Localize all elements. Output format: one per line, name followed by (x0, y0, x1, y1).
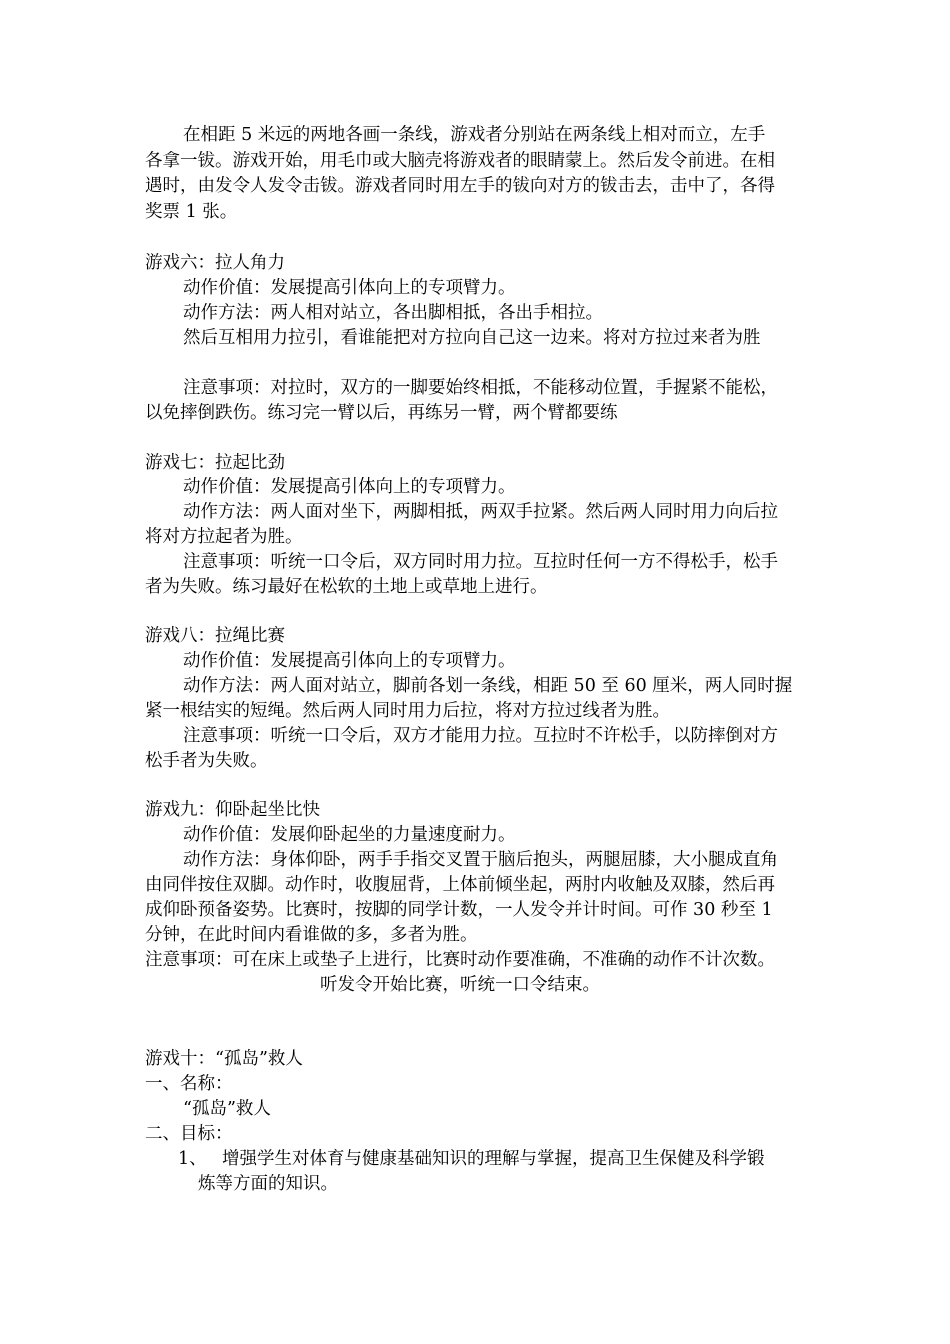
paragraph-line: 紧一根结实的短绳。然后两人同时用力后拉，将对方拉过线者为胜。 (145, 701, 670, 721)
paragraph-line: 动作价值：发展提高引体向上的专项臂力。 (183, 651, 516, 671)
paragraph-line: 然后互相用力拉引，看谁能把对方拉向自己这一边来。将对方拉过来者为胜 (183, 328, 761, 348)
paragraph-line: 动作价值：发展仰卧起坐的力量速度耐力。 (183, 825, 516, 845)
paragraph-line: 各拿一钹。游戏开始，用毛巾或大脑壳将游戏者的眼睛蒙上。然后发令前进。在相 (145, 151, 775, 171)
list-item-text: 炼等方面的知识。 (198, 1174, 338, 1194)
paragraph-line: 注意事项：对拉时，双方的一脚要始终相抵，不能移动位置，手握紧不能松， (183, 378, 778, 398)
paragraph-line: 将对方拉起者为胜。 (145, 527, 303, 547)
paragraph-line: 动作方法：身体仰卧，两手手指交叉置于脑后抱头，两腿屈膝，大小腿成直角 (183, 850, 778, 870)
paragraph-line: 注意事项：可在床上或垫子上进行，比赛时动作要准确，不准确的动作不计次数。 (145, 950, 775, 970)
paragraph-line: 遇时，由发令人发令击钹。游戏者同时用左手的钹向对方的钹击去，击中了，各得 (145, 176, 775, 196)
paragraph-line: 分钟，在此时间内看谁做的多，多者为胜。 (145, 925, 478, 945)
paragraph-line: 以免摔倒跌伤。练习完一臂以后，再练另一臂，两个臂都要练 (145, 403, 618, 423)
paragraph-line: 者为失败。练习最好在松软的土地上或草地上进行。 (145, 577, 548, 597)
paragraph-line: 由同伴按住双脚。动作时，收腹屈背，上体前倾坐起，两肘内收触及双膝，然后再 (145, 875, 775, 895)
paragraph-line: 动作方法：两人面对站立，脚前各划一条线，相距 50 至 60 厘米，两人同时握 (183, 676, 793, 696)
paragraph-line: 动作方法：两人相对站立，各出脚相抵，各出手相拉。 (183, 303, 603, 323)
subheading-name: 一、名称： (145, 1074, 233, 1094)
paragraph-line: 松手者为失败。 (145, 751, 268, 771)
section-heading-game-6: 游戏六：拉人角力 (145, 253, 285, 273)
paragraph-line: 奖票 1 张。 (145, 202, 238, 222)
paragraph-line: 动作方法：两人面对坐下，两脚相抵，两双手拉紧。然后两人同时用力向后拉 (183, 502, 778, 522)
paragraph-line: 听发令开始比赛，听统一口令结束。 (320, 975, 600, 995)
section-heading-game-10: 游戏十：“孤岛”救人 (145, 1049, 303, 1069)
section-heading-game-7: 游戏七：拉起比劲 (145, 453, 285, 473)
section-heading-game-9: 游戏九：仰卧起坐比快 (145, 800, 320, 820)
paragraph-line: 在相距 5 米远的两地各画一条线，游戏者分别站在两条线上相对而立，左手 (183, 125, 766, 145)
paragraph-line: 动作价值：发展提高引体向上的专项臂力。 (183, 477, 516, 497)
list-number: 1、 (178, 1149, 207, 1169)
paragraph-line: 动作价值：发展提高引体向上的专项臂力。 (183, 278, 516, 298)
paragraph-line: 注意事项：听统一口令后，双方才能用力拉。互拉时不许松手，以防摔倒对方 (183, 726, 778, 746)
section-heading-game-8: 游戏八：拉绳比赛 (145, 626, 285, 646)
paragraph-line: 注意事项：听统一口令后，双方同时用力拉。互拉时任何一方不得松手，松手 (183, 552, 778, 572)
list-item-text: 增强学生对体育与健康基础知识的理解与掌握，提高卫生保健及科学锻 (222, 1149, 765, 1169)
paragraph-line: 成仰卧预备姿势。比赛时，按脚的同学计数，一人发令并计时间。可作 30 秒至 1 (145, 900, 773, 920)
paragraph-line: “孤岛”救人 (183, 1099, 271, 1119)
subheading-goal: 二、目标： (145, 1124, 233, 1144)
